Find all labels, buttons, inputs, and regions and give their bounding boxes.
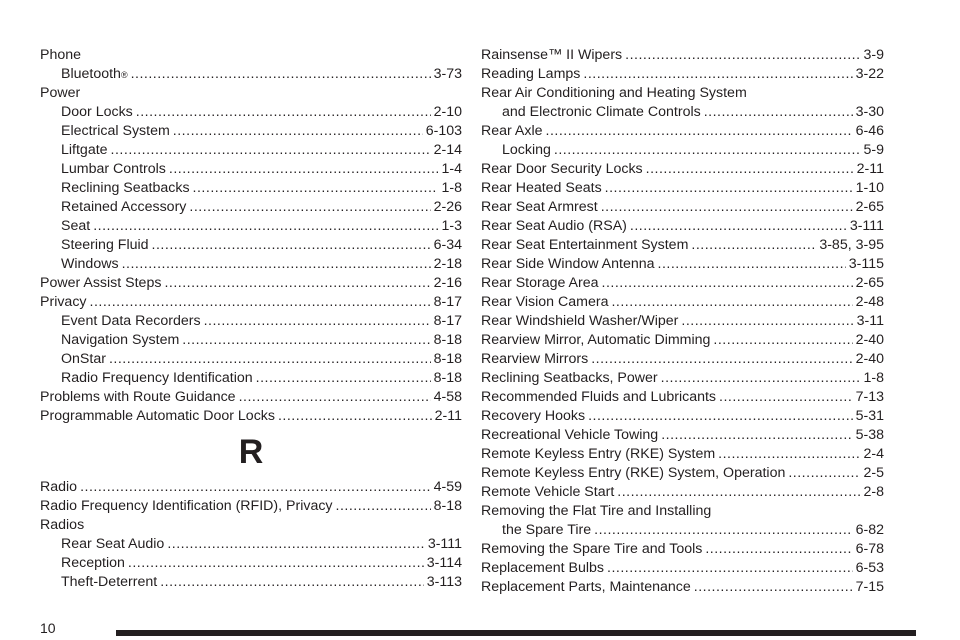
dot-leader: [131, 65, 431, 84]
index-entry-label: Radios: [40, 517, 85, 533]
index-entry-page: 2-48: [855, 294, 884, 310]
dot-leader: [239, 388, 431, 407]
index-column-right: [481, 46, 884, 597]
dot-leader: [602, 274, 853, 293]
index-entry-label: Problems with Route Guidance: [40, 389, 236, 405]
dot-leader: [601, 198, 853, 217]
dot-leader: [661, 426, 852, 445]
index-entry: [481, 521, 884, 540]
dot-leader: [193, 179, 439, 198]
dot-leader: [713, 331, 852, 350]
index-entry: [481, 217, 884, 236]
dot-leader: [164, 274, 430, 293]
index-entry-label: Rear Seat Audio (RSA): [481, 218, 627, 234]
index-entry-page: 3-114: [426, 555, 462, 571]
index-entry-page: 2-4: [863, 446, 884, 462]
index-entry-page: 5-9: [863, 142, 884, 158]
index-entry: [40, 84, 462, 103]
index-entry-page: 8-18: [433, 351, 462, 367]
dot-leader: [90, 293, 431, 312]
index-entry: [481, 407, 884, 426]
index-entry: [481, 540, 884, 559]
index-entry-label: Rearview Mirrors: [481, 351, 589, 367]
index-entry: [481, 331, 884, 350]
index-entry-page: 2-16: [433, 275, 462, 291]
dot-leader: [109, 350, 431, 369]
index-entry-page: 7-13: [855, 389, 884, 405]
footer-rule: [116, 630, 916, 636]
dot-leader: [594, 521, 852, 540]
index-entry-page: 7-15: [855, 579, 884, 595]
index-entry-label: Event Data Recorders: [61, 313, 201, 329]
index-entry-page: 3-30: [855, 104, 884, 120]
dot-leader: [658, 255, 846, 274]
dot-leader: [160, 573, 424, 592]
dot-leader: [122, 255, 431, 274]
index-entry-label: Radio Frequency Identification: [61, 370, 253, 386]
index-entry-page: 6-53: [855, 560, 884, 576]
index-entry-page: 3-11: [856, 313, 884, 329]
dot-leader: [691, 236, 816, 255]
index-entry-label: Privacy: [40, 294, 87, 310]
index-entry-label: the Spare Tire: [502, 522, 592, 538]
dot-leader: [694, 578, 853, 597]
index-entry-page: 8-17: [433, 313, 462, 329]
index-entry-label: Rear Vision Camera: [481, 294, 609, 310]
index-entry-label: Door Locks: [61, 104, 133, 120]
index-entry-label: Rear Windshield Washer/Wiper: [481, 313, 679, 329]
index-entry: [40, 350, 462, 369]
index-entry-page: 2-26: [433, 199, 462, 215]
dot-leader: [256, 369, 431, 388]
index-entry-page: 5-31: [855, 408, 884, 424]
dot-leader: [718, 445, 860, 464]
index-entry-page: 3-22: [855, 66, 884, 82]
index-entry: [481, 578, 884, 597]
dot-leader: [278, 407, 432, 426]
dot-leader: [605, 179, 853, 198]
index-entry-page: 2-40: [855, 332, 884, 348]
index-entry-label: Rear Heated Seats: [481, 180, 602, 196]
index-entry-page: 4-59: [433, 479, 462, 495]
index-entry: [40, 103, 462, 122]
index-entry-label: Rear Storage Area: [481, 275, 599, 291]
index-entry-label: Power Assist Steps: [40, 275, 162, 291]
index-entry: [40, 312, 462, 331]
index-entry-label: Removing the Flat Tire and Installing: [481, 503, 712, 519]
dot-leader: [788, 464, 860, 483]
index-entry: [481, 103, 884, 122]
index-entry: [481, 369, 884, 388]
index-entry: [481, 502, 884, 521]
dot-leader: [617, 483, 860, 502]
index-entry-page: 5-38: [855, 427, 884, 443]
index-entry-label: Replacement Parts, Maintenance: [481, 579, 691, 595]
index-entry-label: Removing the Spare Tire and Tools: [481, 541, 703, 557]
dot-leader: [661, 369, 861, 388]
dot-leader: [607, 559, 853, 578]
index-entry: [40, 255, 462, 274]
index-entry: [40, 141, 462, 160]
index-entry-label: Navigation System: [61, 332, 180, 348]
dot-leader: [583, 65, 852, 84]
index-entry-label: Remote Keyless Entry (RKE) System, Operation: [481, 465, 786, 481]
dot-leader: [111, 141, 431, 160]
dot-leader: [136, 103, 431, 122]
index-entry-label: Phone: [40, 47, 82, 63]
dot-leader: [719, 388, 853, 407]
index-entry: [481, 350, 884, 369]
index-entry-page: 8-18: [433, 332, 462, 348]
index-entry-page: 3-111: [427, 536, 462, 552]
index-entry: [481, 65, 884, 84]
section-letter: R: [238, 433, 264, 471]
index-entry-label: and Electronic Climate Controls: [502, 104, 701, 120]
index-entry: [481, 141, 884, 160]
index-entry-page: 8-17: [433, 294, 462, 310]
index-entry-page: 2-5: [863, 465, 884, 481]
index-entry: [481, 559, 884, 578]
index-entry: [40, 217, 462, 236]
index-entry-page: 6-103: [425, 123, 462, 139]
index-entry-page: 4-58: [433, 389, 462, 405]
index-entry-label: Rear Side Window Antenna: [481, 256, 655, 272]
dot-leader: [167, 535, 424, 554]
index-entry-page: 2-65: [855, 199, 884, 215]
index-entry-label: OnStar: [61, 351, 106, 367]
index-entry-label: Rear Seat Audio: [61, 536, 165, 552]
index-entry-label: Rear Air Conditioning and Heating System: [481, 85, 747, 101]
index-entry-page: 3-73: [433, 66, 462, 82]
dot-leader: [625, 46, 860, 65]
index-entry-label: Lumbar Controls: [61, 161, 166, 177]
index-entry-label: Reading Lamps: [481, 66, 581, 82]
index-entry-label: Electrical System: [61, 123, 170, 139]
index-entry-label: Recommended Fluids and Lubricants: [481, 389, 717, 405]
index-entry-label: Seat: [61, 218, 91, 234]
index-entry-page: 2-40: [855, 351, 884, 367]
index-entry: [481, 46, 884, 65]
index-entry: [481, 483, 884, 502]
index-entry-label: Rear Door Security Locks: [481, 161, 643, 177]
index-entry-page: 8-18: [433, 498, 462, 514]
index-entry-label: Steering Fluid: [61, 237, 149, 253]
index-column-left: [40, 46, 462, 592]
index-entry-label: Power: [40, 85, 81, 101]
index-list-right: [481, 46, 884, 597]
index-entry: [40, 293, 462, 312]
dot-leader: [173, 122, 423, 141]
index-entry: [40, 274, 462, 293]
dot-leader: [646, 160, 854, 179]
index-entry: [481, 179, 884, 198]
index-entry: [40, 46, 462, 65]
dot-leader: [546, 122, 853, 141]
index-entry-page: 3-9: [863, 47, 884, 63]
index-entry: [481, 426, 884, 445]
dot-leader: [152, 236, 431, 255]
dot-leader: [705, 540, 852, 559]
index-entry-label: Bluetooth: [61, 66, 121, 82]
dot-leader: [204, 312, 431, 331]
index-entry: [481, 198, 884, 217]
dot-leader: [93, 217, 438, 236]
index-entry-label: Rear Seat Entertainment System: [481, 237, 689, 253]
index-entry: [40, 573, 462, 592]
index-entry-page: 2-8: [863, 484, 884, 500]
index-entry: [481, 445, 884, 464]
index-entry-label: Liftgate: [61, 142, 108, 158]
dot-leader: [169, 160, 439, 179]
index-entry-label: Programmable Automatic Door Locks: [40, 408, 275, 424]
index-entry: [481, 312, 884, 331]
index-entry: [481, 388, 884, 407]
index-entry-page: 3-115: [848, 256, 884, 272]
index-entry-label: Windows: [61, 256, 119, 272]
index-entry-label: Rainsense™ II Wipers: [481, 47, 623, 63]
index-entry-page: 3-113: [426, 574, 462, 590]
dot-leader: [189, 198, 430, 217]
index-entry-page: 6-78: [855, 541, 884, 557]
index-entry-page: 2-14: [433, 142, 462, 158]
index-list-left-top: [40, 46, 462, 426]
index-entry: [481, 274, 884, 293]
index-entry: [481, 293, 884, 312]
index-entry-label: Remote Keyless Entry (RKE) System: [481, 446, 716, 462]
index-entry-page: 3-111: [849, 218, 884, 234]
index-entry-label: Rear Seat Armrest: [481, 199, 598, 215]
index-entry-label: Rear Axle: [481, 123, 543, 139]
index-entry-label: Remote Vehicle Start: [481, 484, 615, 500]
index-entry-label: Recreational Vehicle Towing: [481, 427, 659, 443]
dot-leader: [611, 293, 852, 312]
index-entry: [40, 369, 462, 388]
dot-leader: [554, 141, 861, 160]
index-list-left-bottom: [40, 478, 462, 592]
index-entry-label: Radio: [40, 479, 78, 495]
dot-leader: [591, 350, 852, 369]
index-entry-label: Retained Accessory: [61, 199, 187, 215]
dot-leader: [588, 407, 853, 426]
index-entry: Bluetooth ® ..... 3-73: [40, 65, 462, 84]
dot-leader: [630, 217, 847, 236]
index-entry: [481, 84, 884, 103]
dot-leader: [182, 331, 430, 350]
dot-leader: [80, 478, 431, 497]
index-entry: [40, 198, 462, 217]
index-entry: [481, 236, 884, 255]
index-entry: [40, 179, 462, 198]
index-entry: [40, 160, 462, 179]
index-entry-label: Reclining Seatbacks, Power: [481, 370, 658, 386]
index-entry-page: 2-18: [433, 256, 462, 272]
index-entry: [481, 255, 884, 274]
index-entry-label: Locking: [502, 142, 551, 158]
index-entry-page: 6-46: [855, 123, 884, 139]
index-entry-page: 8-18: [433, 370, 462, 386]
index-entry: [40, 516, 462, 535]
index-entry: [40, 554, 462, 573]
index-entry-label: Reclining Seatbacks: [61, 180, 190, 196]
index-entry-page: 6-82: [855, 522, 884, 538]
index-entry-page: 1-8: [863, 370, 884, 386]
index-entry-page: 3-85, 3-95: [819, 237, 884, 253]
index-entry-page: 2-65: [855, 275, 884, 291]
page-number: 10: [40, 620, 56, 636]
index-entry: [481, 122, 884, 141]
dot-leader: [128, 554, 424, 573]
index-entry-label: Radio Frequency Identification (RFID), Privacy: [40, 498, 333, 514]
index-entry-label: Recovery Hooks: [481, 408, 586, 424]
index-entry: [40, 478, 462, 497]
index-entry: [481, 464, 884, 483]
index-entry-page: 2-10: [433, 104, 462, 120]
index-entry-label: Rearview Mirror, Automatic Dimming: [481, 332, 711, 348]
index-entry: [481, 160, 884, 179]
index-entry-label: Reception: [61, 555, 125, 571]
index-entry: [40, 407, 462, 426]
index-entry-page: 2-11: [856, 161, 884, 177]
index-entry: [40, 236, 462, 255]
index-entry-page: 1-10: [855, 180, 884, 196]
index-entry: [40, 497, 462, 516]
dot-leader: [681, 312, 853, 331]
index-entry-page: 1-4: [441, 161, 462, 177]
index-entry: [40, 535, 462, 554]
index-entry-label: Replacement Bulbs: [481, 560, 605, 576]
index-entry: [40, 331, 462, 350]
index-entry-page: 1-3: [441, 218, 462, 234]
dot-leader: [336, 497, 431, 516]
dot-leader: [704, 103, 853, 122]
index-entry-page: 2-11: [434, 408, 462, 424]
index-entry: [40, 122, 462, 141]
index-entry: [40, 388, 462, 407]
index-entry-page: 6-34: [433, 237, 462, 253]
index-entry-page: 1-8: [441, 180, 462, 196]
index-entry-label: Theft-Deterrent: [61, 574, 158, 590]
